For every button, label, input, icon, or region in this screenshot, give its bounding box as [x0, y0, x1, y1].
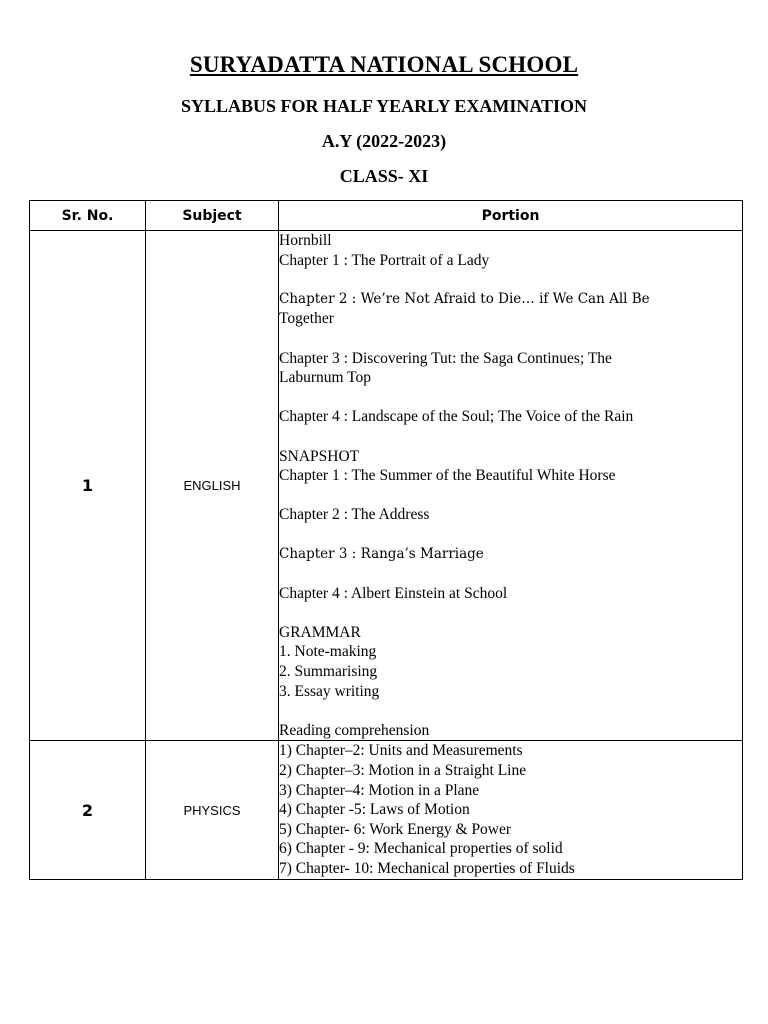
portion-line: 3) Chapter–4: Motion in a Plane	[279, 781, 480, 799]
portion-line: GRAMMAR	[279, 623, 361, 641]
portion-cell	[279, 231, 743, 741]
table-header-row	[30, 201, 743, 231]
header-portion: Portion	[279, 201, 743, 231]
portion-line: Together	[279, 310, 334, 328]
syllabus-title: SYLLABUS FOR HALF YEARLY EXAMINATION	[180, 96, 588, 116]
portion-line: 6) Chapter - 9: Mechanical properties of solid	[279, 840, 563, 858]
portion-line: 2) Chapter–3: Motion in a Straight Line	[279, 762, 527, 780]
portion-line: SNAPSHOT	[279, 447, 360, 465]
portion-line: 1. Note-making	[279, 643, 377, 661]
portion-line: Reading comprehension	[279, 721, 430, 739]
portion-line: Laburnum Top	[279, 369, 372, 387]
portion-line: Chapter 4 : Landscape of the Soul; The Voice of the Rain	[279, 408, 634, 426]
subject-cell: ENGLISH	[146, 231, 279, 741]
portion-cell	[279, 741, 743, 879]
portion-line: 7) Chapter- 10: Mechanical properties of Fluids	[279, 860, 575, 877]
subject-cell: PHYSICS	[146, 741, 279, 879]
portion-line: Chapter 2 : The Address	[279, 506, 430, 524]
school-name: SURYADATTA NATIONAL SCHOOL	[189, 52, 579, 77]
portion-line: Chapter 1 : The Portrait of a Lady	[279, 251, 490, 269]
portion-line: Hornbill	[279, 232, 332, 249]
portion-line: 2. Summarising	[279, 663, 378, 681]
syllabus-table	[29, 200, 743, 880]
header-sr-no: Sr. No.	[30, 201, 146, 231]
portion-line: 4) Chapter -5: Laws of Motion	[279, 801, 470, 819]
portion-line: 3. Essay writing	[279, 682, 380, 700]
class-label: CLASS- XI	[339, 166, 429, 186]
portion-line: Chapter 2 : We’re Not Afraid to Die… if We Can All Be	[279, 290, 650, 307]
header-subject: Subject	[146, 201, 279, 231]
sr-no-cell: 1	[30, 231, 146, 741]
portion-line: Chapter 3 : Ranga’s Marriage	[279, 545, 484, 562]
academic-year: A.Y (2022-2023)	[321, 131, 447, 151]
portion-line: 5) Chapter- 6: Work Energy & Power	[279, 820, 512, 838]
portion-line: Chapter 3 : Discovering Tut: the Saga Continues; The	[279, 349, 612, 367]
table-row	[30, 231, 743, 741]
portion-line: 1) Chapter–2: Units and Measurements	[279, 742, 523, 760]
sr-no-cell: 2	[30, 741, 146, 879]
table-row	[30, 741, 743, 879]
portion-line: Chapter 1 : The Summer of the Beautiful White Horse	[279, 467, 616, 485]
portion-line: Chapter 4 : Albert Einstein at School	[279, 584, 508, 602]
